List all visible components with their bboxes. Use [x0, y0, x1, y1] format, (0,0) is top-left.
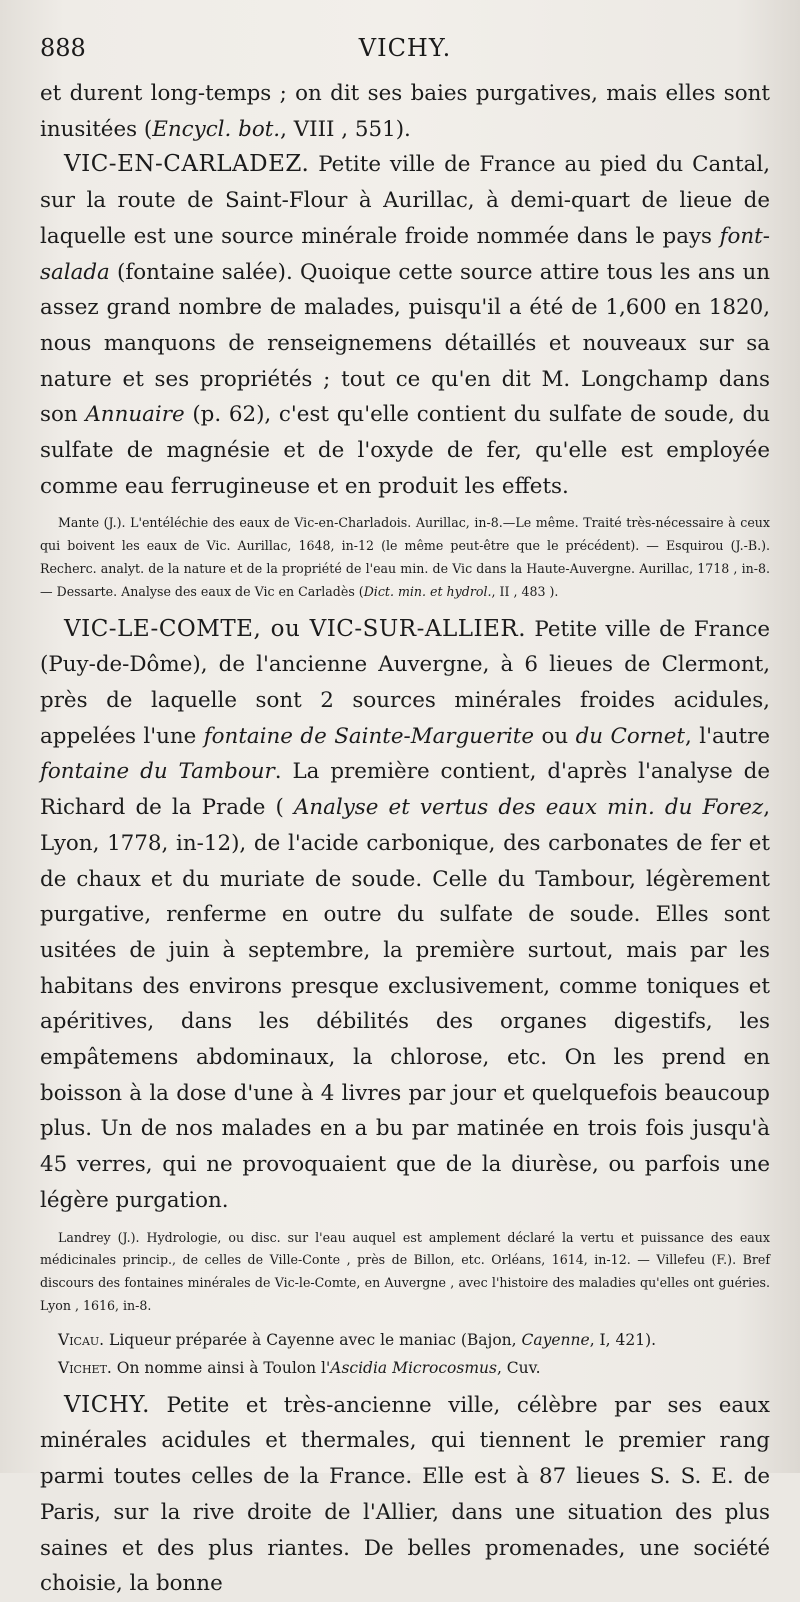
entry-vichet: Vichet. On nomme ainsi à Toulon l'Ascidia Microcosmus, Cuv.	[58, 1358, 541, 1377]
entry-vic-en-carladez: VIC-EN-CARLADEZ. Petite ville de France au pied du Cantal, sur la route de Saint-Flour à Aurillac, à demi-quart de lieue de laquelle est une source minérale froide nommée dans le pays font-salada (fontaine salée). Quoique cette source attire tous les ans un assez grand nombre de malades, puisqu'il a été de 1,600 en 1820, nous manquons de renseignemens détaillés et nouveaux sur sa nature et ses propriétés ; tout ce qu'en dit M. Longchamp dans son Annuaire (p. 62), c'est qu'elle contient du sulfate de soude, du sulfate de magnésie et de l'oxyde de fer, qu'elle est employée comme eau ferrugineuse et en produit les effets.	[40, 151, 770, 499]
page-number: 888	[40, 34, 86, 62]
headword: Vicau.	[58, 1330, 105, 1349]
entry-continuation: et durent long-temps ; on dit ses baies purgatives, mais elles sont inusitées (Encycl. bot., VIII , 551).	[40, 81, 770, 142]
entry-vicau: Vicau. Liqueur préparée à Cayenne avec le maniac (Bajon, Cayenne, I, 421).	[58, 1330, 657, 1349]
entry-vic-le-comte: VIC-LE-COMTE, ou VIC-SUR-ALLIER. Petite ville de France (Puy-de-Dôme), de l'ancienne Auvergne, à 6 lieues de Clermont, près de laquelle sont 2 sources minérales froides acidules, appelées l'une fontaine de Sainte-Marguerite ou du Cornet, l'autre fontaine du Tambour. La première contient, d'après l'analyse de Richard de la Prade ( Analyse et vertus des eaux min. du Forez, Lyon, 1778, in-12), de l'acide carbonique, des carbonates de fer et de chaux et du muriate de soude. Celle du Tambour, légèrement purgative, renferme en outre du sulfate de soude. Elles sont usitées de juin à septembre, la première surtout, mais par les habitans des environs presque exclusivement, comme toniques et apéritives, dans les débilités des organes digestifs, les empâtemens abdominaux, la chlorose, etc. On les prend en boisson à la dose d'une à 4 livres par jour et quelquefois beaucoup plus. Un de nos malades en a bu par matinée en trois fois jusqu'à 45 verres, qui ne provoquaient que de la diurèse, ou parfois une légère purgation.	[40, 615, 771, 1213]
bibliography-vic-le-comte: Landrey (J.). Hydrologie, ou disc. sur l'eau auquel est amplement déclaré la vertu et puissance des eaux médicinales princip., de celles de Ville-Conte , près de Billon, etc. Orléans, 1614, in-12. — Villefeu (F.). Bref discours des fontaines minérales de Vic-le-Comte, en Auvergne , avec l'histoire des maladies qu'elles ont guéries. Lyon , 1616, in-8.	[40, 1229, 770, 1313]
entry-vichy: VICHY. Petite et très-ancienne ville, célèbre par ses eaux minérales acidules et thermales, qui tiennent le premier rang parmi toutes celles de la France. Elle est à 87 lieues S. S. E. de Paris, sur la rive droite de l'Allier, dans une situation des plus saines et des plus riantes. De belles promenades, une société choisie, la bonne	[40, 1391, 770, 1597]
bibliography-carladez: Mante (J.). L'entéléchie des eaux de Vic-en-Charladois. Aurillac, in-8.—Le même. Traité très-nécessaire à ceux qui boivent les eaux de Vic. Aurillac, 1648, in-12 (le même peut-être que le précédent). — Esquirou (J.-B.). Recherc. analyt. de la nature et de la propriété de l'eau min. de Vic dans la Haute-Auvergne. Aurillac, 1718 , in-8. — Dessarte. Analyse des eaux de Vic en Carladès (Dict. min. et hydrol., II , 483 ).	[40, 515, 770, 599]
page-body	[40, 76, 770, 1602]
page-header	[40, 34, 770, 70]
running-title: VICHY.	[358, 34, 452, 62]
headword: VIC-LE-COMTE, ou VIC-SUR-ALLIER.	[64, 615, 527, 642]
headword: VICHY.	[64, 1391, 150, 1418]
headword: VIC-EN-CARLADEZ.	[64, 151, 310, 178]
headword: Vichet.	[58, 1358, 112, 1377]
